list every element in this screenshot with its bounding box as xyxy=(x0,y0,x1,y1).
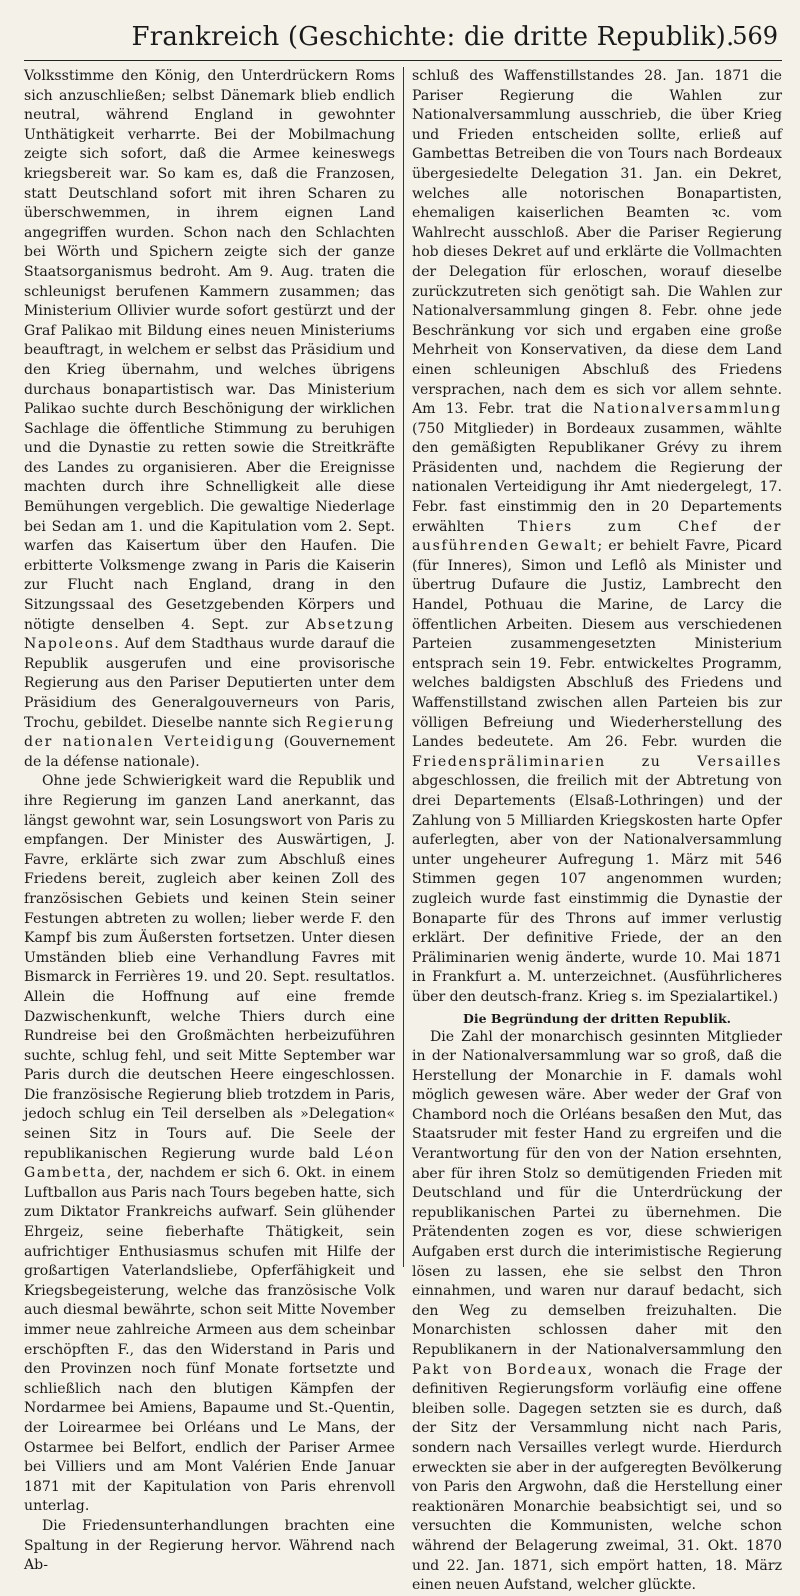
text-run: abgeschlossen, die freilich mit der Abtretung von drei Departements (Elsaß-Lothringen) und der Zahlung von 5 Milliarden Kriegskosten harte Opfer auferlegten, aber von der Nationalversammlung unter ungeheurer Aufregung 1. März mit 546 Stimmen gegen 107 angenommen wurden; zugleich wurde fast einstimmig die Dynastie der Bonaparte für des Throns auf immer verlustig erklärt. Der definitive Friede, der an den Präliminarien wenig änderte, wurde 10. Mai 1871 in Frankfurt a. M. unterzeichnet. (Ausführlicheres über den deutsch-franz. Krieg s. im Spezialartikel.) xyxy=(412,773,782,1005)
section-heading: Die Begründung der dritten Republik. xyxy=(463,1010,731,1026)
emphasis: Thiers zum Chef der ausführenden Gewalt xyxy=(412,518,782,555)
paragraph xyxy=(412,1028,782,1596)
emphasis: Friedenspräliminarien zu Versailles xyxy=(412,753,782,770)
running-title: Frankreich (Geschichte: die dritte Republik). xyxy=(131,22,735,52)
text-run: . Auf dem Stadthaus wurde darauf die Republik ausgerufen und eine provisorische Regierung aus den Pariser Deputierten unter dem Präsidium des Generalgouverneurs von Paris, Trochu, gebildet. Dieselbe nannte sich xyxy=(24,636,395,731)
emphasis: Pakt von Bordeaux xyxy=(412,1361,588,1378)
emphasis: Regierung der nationalen Verteidigung xyxy=(24,714,395,751)
paragraph xyxy=(24,1517,395,1576)
page-header xyxy=(24,14,782,61)
text-run: Volksstimme den König, den Unterdrückern Roms sich anzuschließen; selbst Dänemark blieb endlich neutral, während England in gewohnter Unthätigkeit verharrte. Bei der Mobilmachung zeigte sich sofort, daß die Armee keineswegs kriegsbereit war. So kam es, daß die Franzosen, statt Deutschland sofort mit ihren Scharen zu überschwemmen, in ihrem eignen Land angegriffen wurden. Schon nach den Schlachten bei Wörth und Spichern zeigte sich der ganze Staatsorganismus bedroht. Am 9. Aug. traten die schleunigst berufenen Kammern zusammen; das Ministerium Ollivier wurde sofort gestürzt und der Graf Palikao mit Bildung eines neuen Ministeriums beauftragt, in welchem er selbst das Präsidium und den Krieg übernahm, und welches übrigens durchaus bonapartistisch war. Das Ministerium Palikao suchte durch Beschönigung der wirklichen Sachlage die öffentliche Stimmung zu beruhigen und die Dynastie zu retten sowie die Streitkräfte des Landes zu organisieren. Aber die Ereignisse machten durch ihre Schnelligkeit alle diese Bemühungen vergeblich. Die gewaltige Niederlage bei Sedan am 1. und die Kapitulation vom 2. Sept. warfen das Kaisertum über den Haufen. Die erbitterte Volksmenge zwang in Paris die Kaiserin zur Flucht nach England, drang in den Sitzungssaal des Gesetzgebenden Körpers und nötigte denselben 4. Sept. zur xyxy=(24,68,395,633)
paragraph xyxy=(412,67,782,1008)
text-columns xyxy=(24,67,782,1594)
text-run: ; er behielt Favre, Picard (für Inneres), Simon und Leflô als Minister und übertrug Dufaure die Justiz, Lambrecht den Handel, Pothuau die Marine, de Larcy die öffentlichen Arbeiten. Diesem aus verschiedenen Parteien zusammengesetzten Ministerium entsprach sein 19. Febr. entwickeltes Programm, welches baldigsten Abschluß des Friedens und Waffenstillstand zwischen allen Parteien bis zur völligen Befreiung und Wiederherstellung des Landes bedeutete. Am 26. Febr. wurden die xyxy=(412,538,782,751)
text-run: (Gouvernement de la défense nationale). xyxy=(24,734,395,770)
text-run: schluß des Waffenstillstandes 28. Jan. 1871 die Pariser Regierung die Wahlen zur Nationalversammlung ausschrieb, die über Krieg und Frieden entscheiden sollte, erließ auf Gambettas Betreiben die von Tours nach Bordeaux übergesiedelte Delegation 31. Jan. ein Dekret, welches alle notorischen Bonapartisten, ehemaligen kaiserlichen Beamten ꝛc. vom Wahlrecht ausschloß. Aber die Pariser Regierung hob dieses Dekret auf und erklärte die Vollmachten der Delegation für erloschen, worauf dieselbe zurückzutreten sich genötigt sah. Die Wahlen zur Nationalversammlung gingen 8. Febr. ohne jede Beschränkung vor sich und ergaben eine große Mehrheit von Konservativen, da diese dem Land einen schleunigen Abschluß des Friedens versprachen, nach dem es sich vor allem sehnte. Am 13. Febr. trat die xyxy=(412,68,782,418)
emphasis: Absetzung Napoleons xyxy=(24,616,395,653)
page-number: 569 xyxy=(732,22,778,50)
emphasis: Nationalversammlung xyxy=(593,401,782,418)
right-column xyxy=(403,67,782,1594)
paragraph xyxy=(24,67,395,772)
text-run: Die Friedensunterhandlungen brachten eine Spaltung in der Regierung hervor. Während nach Ab- xyxy=(24,1517,395,1574)
text-run: , wonach die Frage der definitiven Regierungsform vorläufig eine offene bleiben solle. Dagegen setzten sie es durch, daß der Sitz der Versammlung nicht nach Paris, sondern nach Versailles verlegt wurde. Hierdurch erweckten sie aber in der aufgeregten Bevölkerung von Paris den Argwohn, daß die Herstellung einer reaktionären Monarchie beabsichtigt sei, und so versuchten die Kommunisten, welche schon während der Belagerung zweimal, 31. Okt. 1870 und 22. Jan. 1871, sich empört hatten, 18. März einen neuen Aufstand, welcher glückte. xyxy=(412,1361,782,1594)
text-run: Ohne jede Schwierigkeit ward die Republik und ihre Regierung im ganzen Land anerkannt, das längst gewohnt war, sein Losungswort von Paris zu empfangen. Der Minister des Auswärtigen, J. Favre, erklärte sich zwar zum Abschluß eines Friedens bereit, zugleich aber keinen Zoll des französischen Gebiets und keinen Stein seiner Festungen abtreten zu wollen; lieber werde F. den Kampf bis zum Äußersten fortsetzen. Unter diesen Umständen blieb eine Verhandlung Favres mit Bismarck in Ferrières 19. und 20. Sept. resultatlos. Allein die Hoffnung auf eine fremde Dazwischenkunft, welche Thiers durch eine Rundreise bei den Großmächten herbeizuführen suchte, schlug fehl, und seit Mitte September war Paris durch die deutschen Heere eingeschlossen. Die französische Regierung blieb trotzdem in Paris, jedoch schlug ein Teil derselben als »Delegation« seinen Sitz in Tours auf. Die Seele der republikanischen Regierung wurde bald xyxy=(24,773,395,1162)
paragraph xyxy=(24,772,395,1517)
emphasis: Léon Gambetta xyxy=(24,1145,396,1182)
text-run: (750 Mitglieder) in Bordeaux zusammen, wählte den gemäßigten Republikaner Grévy zu ihrem Präsidenten und, nachdem die Regierung der nationalen Verteidigung ihr Amt niedergelegt, 17. Febr. fast einstimmig den in 20 Departements erwählten xyxy=(412,420,782,535)
text-run: , der, nachdem er sich 6. Okt. in einem Luftballon aus Paris nach Tours begeben hatte, sich zum Diktator Frankreichs aufwarf. Sein glühender Ehrgeiz, seine fieberhafte Thätigkeit, sein aufrichtiger Enthusiasmus schufen mit Hilfe der großartigen Vaterlandsliebe, Opferfähigkeit und Kriegsbegeisterung, welche das französische Volk auch diesmal bewährte, schon seit Mitte November immer neue zahlreiche Armeen aus dem scheinbar erschöpften F., das den Widerstand in Paris und den Provinzen noch fünf Monate fortsetzte und schließlich nach den blutigen Kämpfen der Nordarmee bei Amiens, Bapaume und St.-Quentin, der Loirearmee bei Orléans und Le Mans, der Ostarmee bei Belfort, endlich der Pariser Armee bei Villiers und am Mont Valérien Ende Januar 1871 mit der Kapitulation von Paris ehrenvoll unterlag. xyxy=(24,1165,395,1515)
text-run: Die Zahl der monarchisch gesinnten Mitglieder in der Nationalversammlung war so groß, daß die Herstellung der Monarchie in F. damals wohl möglich gewesen wäre. Aber weder der Graf von Chambord noch die Orléans besaßen den Mut, das Staatsruder mit fester Hand zu ergreifen und die Verantwortung für den von der Nation ersehnten, aber für ihren Stolz so demütigenden Frieden mit Deutschland und für die Unterdrückung der republikanischen Partei zu übernehmen. Die Prätendenten zogen es vor, diese schwierigen Aufgaben erst durch die interimistische Regierung lösen zu lassen, ehe sie selbst den Thron einnahmen, und waren nur darauf bedacht, sich den Weg zu demselben freizuhalten. Die Monarchisten schlossen daher mit den Republikanern in der Nationalversammlung den xyxy=(412,1028,782,1358)
left-column xyxy=(24,67,403,1574)
